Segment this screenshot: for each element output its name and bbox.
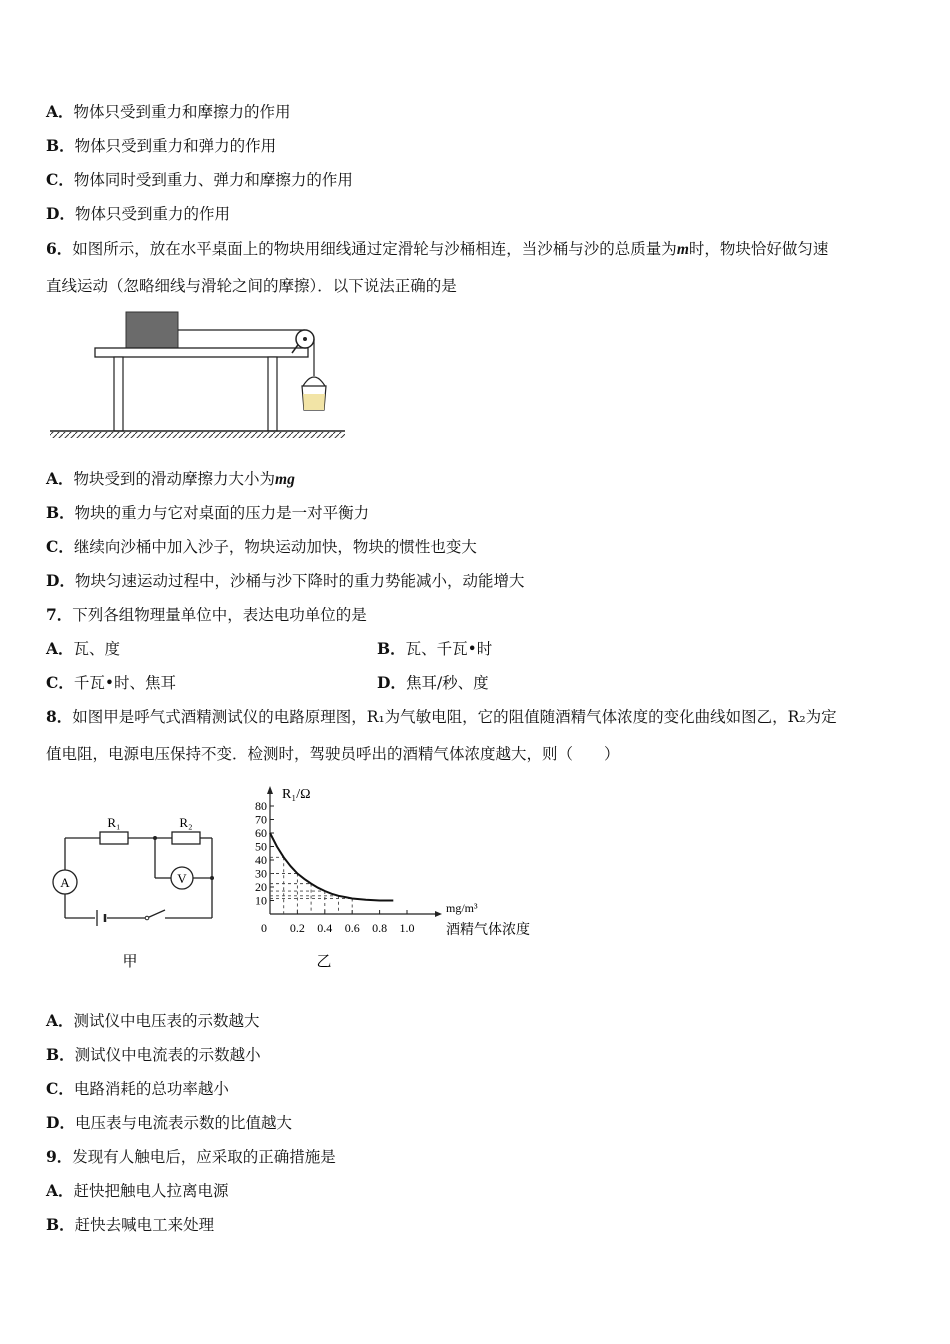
x-tick-label: 0.8 — [372, 921, 388, 935]
resistor-r1 — [100, 832, 128, 844]
q8-stem-line1: 8．如图甲是呼气式酒精测试仪的电路原理图，R₁为气敏电阻，它的阻值随酒精气体浓度的变化曲线如图乙，R₂为定 — [46, 707, 837, 726]
q6-option-d: D．物块匀速运动过程中，沙桶与沙下降时的重力势能减小，动能增大 — [46, 571, 525, 590]
table-leg-right — [268, 357, 277, 431]
y-tick-label: 30 — [255, 866, 267, 881]
q7-options-row2 — [46, 673, 906, 693]
q6-option-a: A．物块受到的滑动摩擦力大小为mg — [46, 469, 295, 488]
q6-option-c: C．继续向沙桶中加入沙子，物块运动加快，物块的惯性也变大 — [46, 537, 477, 556]
q8-stem-line2: 值电阻，电源电压保持不变．检测时，驾驶员呼出的酒精气体浓度越大，则（ ） — [46, 745, 620, 763]
y-axis-label: R₁/Ω — [282, 787, 311, 802]
table-leg-left — [114, 357, 123, 431]
y-axis-arrow — [267, 786, 273, 794]
x-axis-label: 酒精气体浓度 — [446, 923, 530, 938]
circuit-diagram — [45, 806, 225, 976]
bucket-handle — [303, 377, 325, 386]
q9-stem: 9．发现有人触电后，应采取的正确措施是 — [46, 1147, 336, 1166]
q6-stem-line1: 6．如图所示，放在水平桌面上的物块用细线通过定滑轮与沙桶相连，当沙桶与沙的总质量为m时，物块恰好做匀速 — [46, 239, 829, 258]
q7-options-row1 — [46, 639, 906, 659]
r1-curve — [270, 833, 393, 901]
x-tick-label: 0.2 — [289, 921, 305, 935]
r1-label: R₁ — [107, 815, 121, 830]
q5-option-a: A．物体只受到重力和摩擦力的作用 — [46, 102, 291, 121]
y-tick-label: 10 — [255, 893, 267, 908]
sand — [303, 394, 325, 410]
chart-caption: 乙 — [316, 954, 332, 970]
q5-option-b: B．物体只受到重力和弹力的作用 — [46, 136, 277, 155]
q9-option-a: A．赶快把触电人拉离电源 — [46, 1181, 229, 1200]
table-pulley-figure — [45, 308, 355, 440]
q6-option-b: B．物块的重力与它对桌面的压力是一对平衡力 — [46, 503, 370, 522]
q7-option-c: C．千瓦•时、焦耳 — [46, 673, 176, 692]
y-tick-label: 20 — [255, 880, 267, 894]
voltmeter-label: V — [177, 871, 187, 886]
resistance-concentration-chart — [240, 780, 550, 976]
circuit-caption: 甲 — [122, 954, 138, 970]
origin-label: 0 — [261, 921, 267, 935]
q5-option-c: C．物体同时受到重力、弹力和摩擦力的作用 — [46, 170, 353, 189]
q8-option-b: B．测试仪中电流表的示数越小 — [46, 1045, 261, 1064]
x-tick-label: 0.4 — [317, 921, 333, 935]
q9-option-b: B．赶快去喊电工来处理 — [46, 1215, 215, 1234]
tabletop — [95, 348, 308, 357]
q6-stem-line2: 直线运动（忽略细线与滑轮之间的摩擦）．以下说法正确的是 — [46, 277, 457, 295]
x-axis-arrow — [435, 911, 442, 917]
switch-blade — [147, 910, 165, 918]
y-tick-label: 70 — [255, 812, 267, 827]
q7-option-a: A．瓦、度 — [46, 639, 121, 658]
q7-option-b: B．瓦、千瓦•时 — [377, 639, 493, 658]
block — [126, 312, 178, 348]
y-tick-label: 50 — [255, 839, 267, 854]
x-tick-label: 1.0 — [399, 921, 415, 935]
y-tick-label: 40 — [255, 853, 267, 867]
q8-option-d: D．电压表与电流表示数的比值越大 — [46, 1113, 292, 1132]
q5-option-d: D．物体只受到重力的作用 — [46, 204, 230, 223]
q8-option-a: A．测试仪中电压表的示数越大 — [46, 1011, 260, 1030]
ammeter-label: A — [60, 875, 70, 890]
resistor-r2 — [172, 832, 200, 844]
y-tick-label: 60 — [255, 826, 267, 840]
r2-label: R₂ — [179, 815, 193, 830]
q7-stem: 7．下列各组物理量单位中，表达电功单位的是 — [46, 605, 367, 624]
x-tick-label: 0.6 — [344, 921, 360, 935]
x-axis-unit: mg/m³ — [446, 901, 478, 915]
q8-option-c: C．电路消耗的总功率越小 — [46, 1079, 229, 1098]
q7-option-d: D．焦耳/秒、度 — [377, 673, 489, 692]
y-tick-label: 80 — [255, 799, 267, 813]
